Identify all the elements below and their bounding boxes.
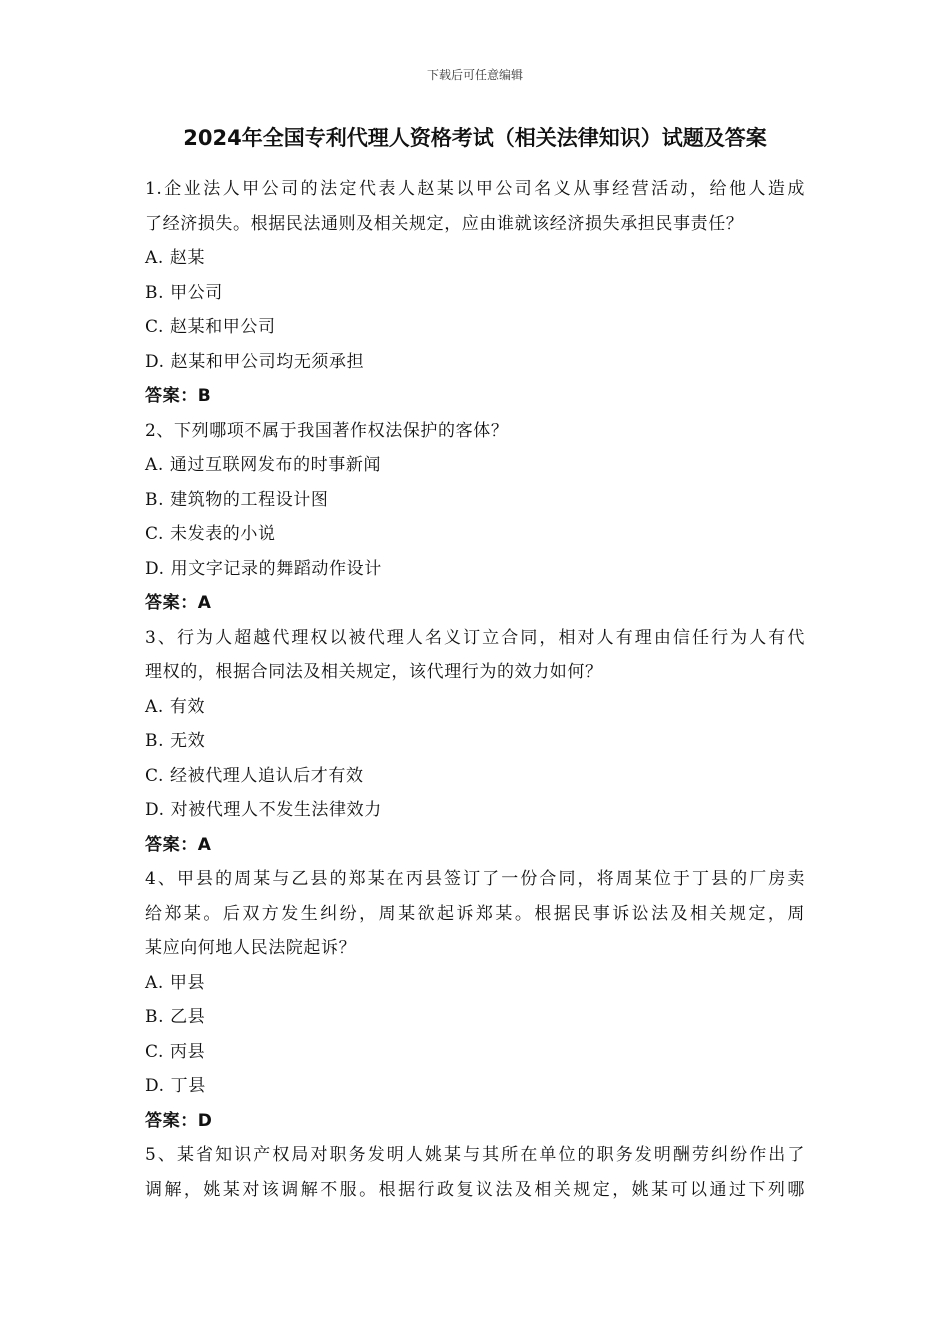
option-a: A. 甲县	[145, 972, 206, 993]
option-c: C. 未发表的小说	[145, 524, 276, 544]
question-text: 了经济损失。根据民法通则及相关规定，应由谁就该经济损失承担民事责任？	[145, 213, 744, 234]
option-c: C. 经被代理人追认后才有效	[145, 765, 364, 786]
option-a: A. 赵某	[145, 248, 206, 268]
option-b: B. 甲公司	[145, 282, 223, 303]
question-block	[145, 1138, 805, 1207]
question-text: 理权的，根据合同法及相关规定，该代理行为的效力如何？	[145, 662, 603, 682]
question-text: 1.企业法人甲公司的法定代表人赵某以甲公司名义从事经营活动，给他人造成	[145, 179, 805, 199]
option-b: B. 建筑物的工程设计图	[145, 489, 329, 510]
question-text: 给郑某。后双方发生纠纷，周某欲起诉郑某。根据民事诉讼法及相关规定，周	[145, 903, 805, 924]
answer-label: 答案：A	[145, 834, 212, 855]
question-text: 2、下列哪项不属于我国著作权法保护的客体？	[145, 420, 509, 441]
question-block	[145, 621, 805, 863]
question-text: 调解，姚某对该调解不服。根据行政复议法及相关规定，姚某可以通过下列哪	[145, 1179, 805, 1200]
option-d: D. 赵某和甲公司均无须承担	[145, 351, 365, 372]
option-c: C. 丙县	[145, 1041, 206, 1062]
question-block	[145, 172, 805, 414]
question-text: 某应向何地人民法院起诉？	[145, 938, 357, 958]
answer-label: 答案：A	[145, 593, 212, 613]
page-title: 2024年全国专利代理人资格考试（相关法律知识）试题及答案	[183, 126, 767, 150]
header-note: 下载后可任意编辑	[426, 68, 523, 82]
answer-label: 答案：D	[145, 1110, 213, 1131]
question-block	[145, 414, 805, 621]
option-d: D. 用文字记录的舞蹈动作设计	[145, 558, 382, 579]
answer-label: 答案：B	[145, 386, 212, 406]
option-d: D. 对被代理人不发生法律效力	[145, 800, 382, 820]
document-body	[145, 172, 805, 1207]
option-d: D. 丁县	[145, 1076, 206, 1096]
question-block	[145, 862, 805, 1138]
question-text: 3、行为人超越代理权以被代理人名义订立合同，相对人有理由信任行为人有代	[145, 627, 805, 648]
option-a: A. 有效	[145, 696, 206, 717]
option-c: C. 赵某和甲公司	[145, 317, 276, 337]
question-text: 5、某省知识产权局对职务发明人姚某与其所在单位的职务发明酬劳纠纷作出了	[145, 1145, 805, 1165]
option-b: B. 无效	[145, 731, 206, 751]
question-text: 4、甲县的周某与乙县的郑某在丙县签订了一份合同，将周某位于丁县的厂房卖	[145, 869, 805, 889]
option-a: A. 通过互联网发布的时事新闻	[145, 455, 382, 475]
option-b: B. 乙县	[145, 1007, 206, 1027]
